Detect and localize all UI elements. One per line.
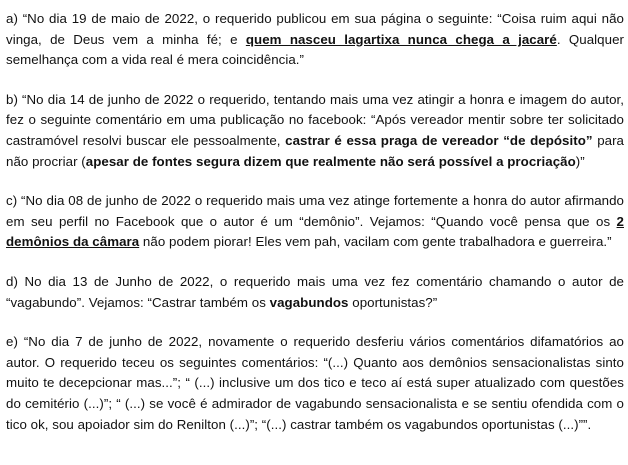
paragraph-c (6, 191, 624, 253)
paragraph-c-text-1: c) “No dia 08 de junho de 2022 o requerido mais uma vez atinge fortemente a honra do autor afirmando em seu perfil no Facebook que o autor é um “demônio”. Vejamos: “Quando você pensa que os (6, 193, 624, 229)
paragraph-d-emphasis: vagabundos (269, 294, 349, 310)
paragraph-d-text-2: oportunistas?” (348, 294, 438, 310)
paragraph-e (6, 332, 624, 435)
paragraph-a-text-1: a) “No dia 19 de maio de 2022, o requerido publicou em sua página o seguinte: “Coisa ruim aqui não vinga, de Deus vem a minha fé; e (6, 11, 624, 47)
paragraph-d-text-1: d) No dia 13 de Junho de 2022, o requerido mais uma vez fez comentário chamando o autor de “vagabundo”. Vejamos: “Castrar também os (6, 273, 624, 310)
paragraph-b-emphasis-2: apesar de fontes segura dizem que realmente não será possível a procriação (85, 153, 576, 169)
paragraph-a-emphasis: quem nasceu lagartixa nunca chega a jacaré (245, 31, 557, 47)
paragraph-a (6, 9, 624, 71)
paragraph-b-text-3: )” (575, 153, 585, 169)
paragraph-b-emphasis-1: castrar é essa praga de vereador “de depósito” (285, 132, 593, 148)
paragraph-c-emphasis: 2 demônios da câmara (6, 213, 624, 250)
paragraph-e-text-1: e) “No dia 7 de junho de 2022, novamente o requerido desferiu vários comentários difamatórios ao autor. O requerido teceu os seguintes comentários: “(...) Quanto aos demônios sensacionalistas sinto muito te decepcionar mas...”; “ (...) inclusive um dos tico e teco aí está super atualizado com questões do cemitério (...)”; “ (...) se você é admirador de vagabundo sensacionalista e se sentiu ofendida com o tico ok, sou apoiador sim do Renilton (...)”; “(...) castrar também os vagabundos oportunistas (...)””. (6, 334, 624, 432)
paragraph-b-text-1: b) “No dia 14 de junho de 2022 o requerido, tentando mais uma vez atingir a honra e imagem do autor, fez o seguinte comentário em uma publicação no facebook: “Após vereador mentir sobre ter solicitado castramóvel resolvi buscar ele pessoalmente, (6, 91, 624, 148)
paragraph-c-text-2: não podem piorar! Eles vem pah, vacilam com gente trabalhadora e guerreira.” (139, 234, 612, 250)
paragraph-a-text-2: . Qualquer semelhança com a vida real é mera coincidência.” (6, 31, 625, 68)
paragraph-b (6, 90, 624, 172)
paragraph-b-text-2: para não procriar ( (6, 132, 625, 169)
paragraph-d (6, 272, 624, 313)
